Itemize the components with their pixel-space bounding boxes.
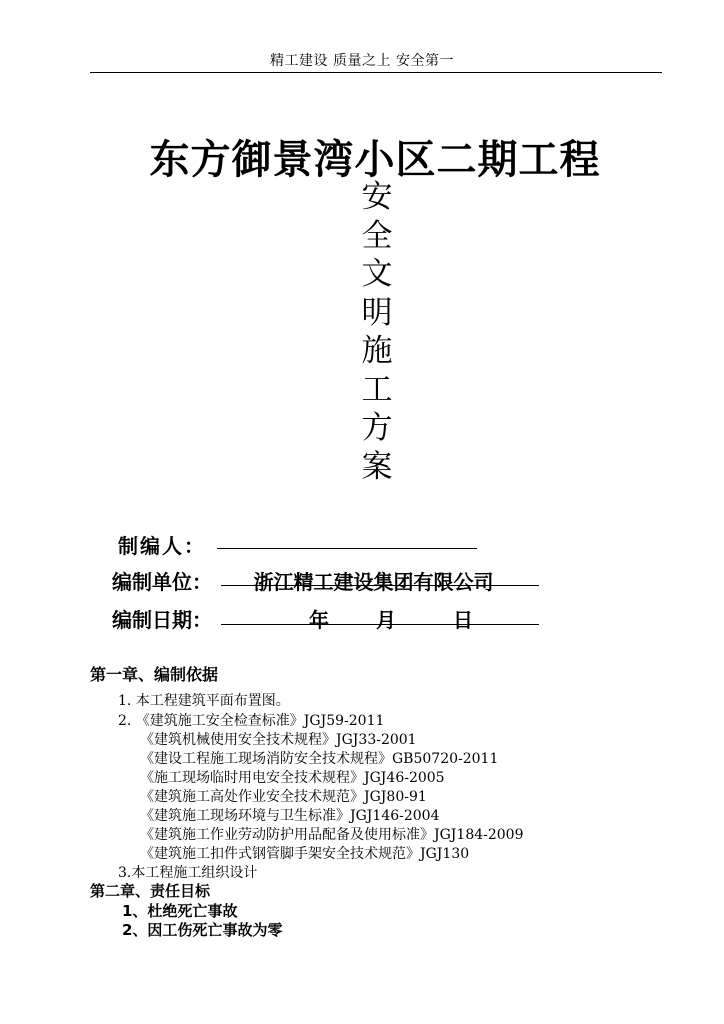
reference-item: 《施工现场临时用电安全技术规程》JGJ46-2005 xyxy=(140,770,445,786)
goal-item: 1、杜绝死亡事故 xyxy=(122,902,238,920)
subtitle-char: 全 xyxy=(361,217,393,254)
subtitle-char: 方 xyxy=(361,410,393,446)
subtitle-char: 文 xyxy=(361,256,393,292)
reference-item: 《建筑施工高处作业安全技术规范》JGJ80-91 xyxy=(140,789,427,805)
date-year: 年 xyxy=(309,608,329,632)
subtitle-char: 工 xyxy=(361,371,393,408)
reference-item: 2. 《建筑施工安全检查标准》JGJ59-2011 xyxy=(118,713,385,729)
reference-item: 《建筑施工作业劳动防护用品配备及使用标准》JGJ184-2009 xyxy=(140,827,524,843)
reference-item: 《建设工程施工现场消防安全技术规程》GB50720-2011 xyxy=(140,751,499,767)
unit-value: 浙江精工建设集团有限公司 xyxy=(253,570,494,594)
reference-item: 3.本工程施工组织设计 xyxy=(118,865,258,881)
subtitle-char: 安 xyxy=(361,179,393,215)
goal-item: 2、因工伤死亡事故为零 xyxy=(122,921,283,939)
date-month: 月 xyxy=(376,608,396,632)
document-title: 东方御景湾小区二期工程 xyxy=(149,137,601,183)
reference-item: 《建筑施工现场环境与卫生标准》JGJ146-2004 xyxy=(140,808,440,824)
compiler-line xyxy=(217,524,477,549)
vertical-subtitle xyxy=(355,178,399,486)
subtitle-char: 施 xyxy=(361,333,393,369)
subtitle-char: 案 xyxy=(361,448,393,485)
reference-item: 《建筑机械使用安全技术规程》JGJ33-2001 xyxy=(140,732,417,748)
chapter2-title: 第二章、责任目标 xyxy=(90,882,211,900)
date-label: 编制日期： xyxy=(112,608,212,632)
page-header: 精工建设 质量之上 安全第一 xyxy=(270,53,454,69)
unit-label: 编制单位： xyxy=(112,570,212,594)
compiler-label: 制编人： xyxy=(118,534,206,558)
reference-item: 1. 本工程建筑平面布置图。 xyxy=(118,693,290,709)
header-rule xyxy=(90,72,662,73)
subtitle-char: 明 xyxy=(361,294,393,331)
reference-item: 《建筑施工扣件式钢管脚手架安全技术规范》JGJ130 xyxy=(140,846,470,862)
chapter1-title: 第一章、编制依据 xyxy=(90,665,219,684)
date-day: 日 xyxy=(453,608,473,632)
